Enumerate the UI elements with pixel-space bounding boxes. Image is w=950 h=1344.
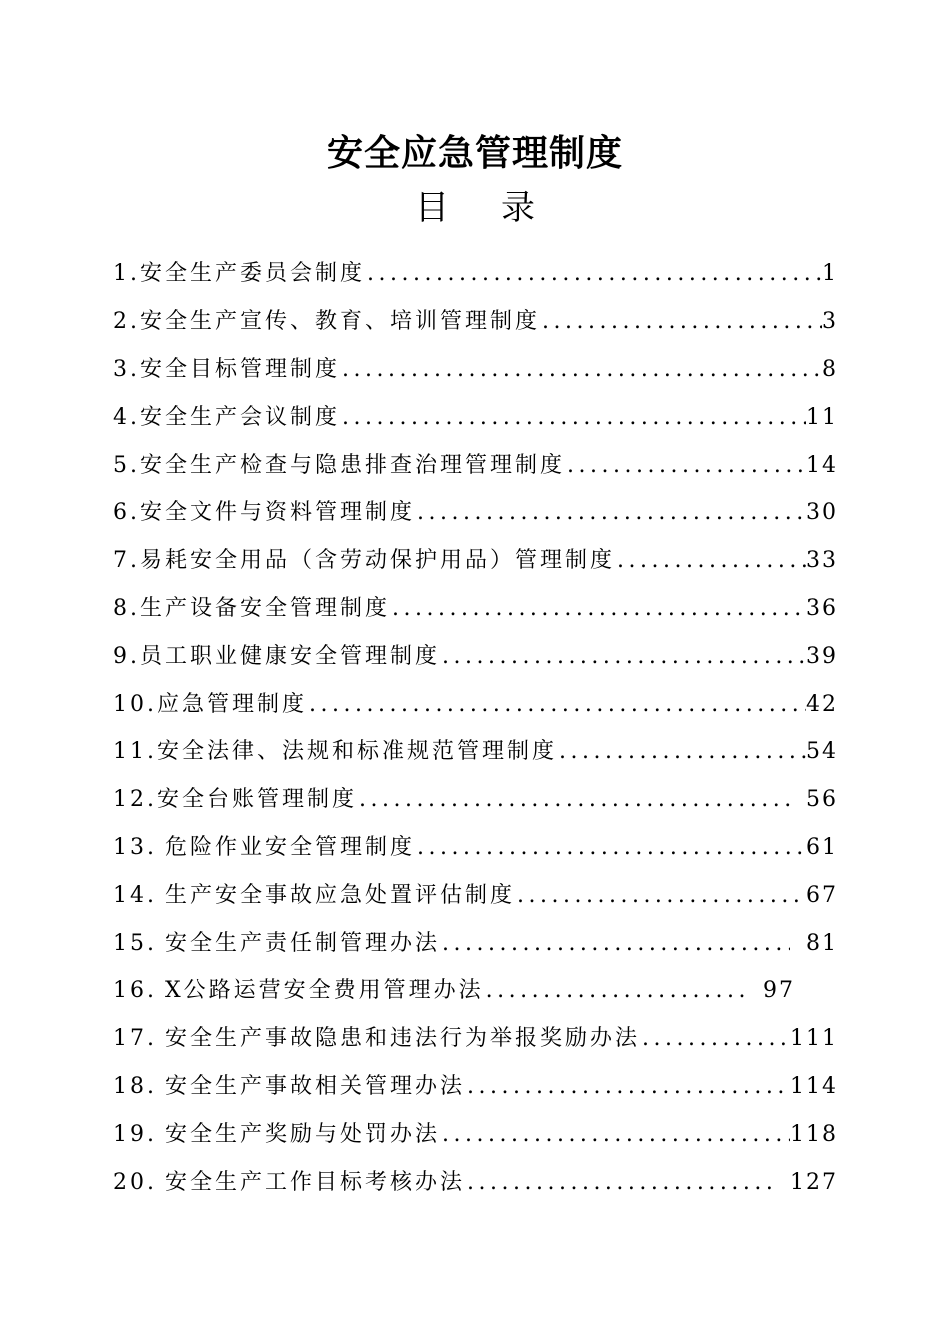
toc-leader-dots: [342, 405, 806, 430]
toc-leader-dots: [417, 835, 806, 860]
toc-leader-dots: [442, 644, 806, 669]
toc-entry-number: 1.: [113, 261, 140, 287]
toc-entry-number: 13.: [113, 834, 157, 860]
table-of-contents: [113, 248, 838, 1204]
toc-entry[interactable]: [113, 391, 838, 439]
toc-entry[interactable]: [113, 439, 838, 487]
toc-entry-number: 14.: [113, 882, 157, 908]
toc-entry-title: 安全文件与资料管理制度: [140, 500, 416, 526]
toc-heading-char: 目: [415, 188, 449, 228]
toc-entry-title: 安全台账管理制度: [157, 787, 358, 813]
toc-entry[interactable]: [113, 1013, 838, 1061]
toc-entry[interactable]: [113, 678, 838, 726]
toc-entry-page: 39: [806, 643, 838, 669]
toc-leader-dots: [309, 692, 806, 717]
toc-leader-dots: [567, 453, 806, 478]
toc-entry-title: 生产设备安全管理制度: [140, 595, 391, 621]
toc-entry-number: 8.: [113, 595, 140, 621]
toc-entry-number: 12.: [113, 787, 157, 813]
toc-heading-char: 录: [501, 188, 535, 228]
toc-entry-title: 应急管理制度: [157, 691, 308, 717]
toc-entry-number: 17.: [113, 1026, 157, 1052]
toc-entry-page: 8: [822, 356, 838, 382]
toc-entry-page: 3: [822, 309, 838, 335]
toc-entry-title: 安全生产工作目标考核办法: [165, 1169, 466, 1195]
toc-entry[interactable]: [113, 726, 838, 774]
toc-entry-page: 127: [790, 1169, 838, 1195]
toc-entry-number: 2.: [113, 309, 140, 335]
toc-entry-page: 11: [806, 404, 838, 430]
toc-entry[interactable]: [113, 487, 838, 535]
toc-leader-dots: [542, 309, 822, 334]
toc-entry-title: 安全生产责任制管理办法: [165, 930, 441, 956]
toc-entry-number: 20.: [113, 1169, 157, 1195]
toc-entry-title: 安全生产事故隐患和违法行为举报奖励办法: [165, 1026, 641, 1052]
toc-leader-dots: [617, 548, 806, 573]
toc-entry-number: 9.: [113, 643, 140, 669]
toc-entry-title: 易耗安全用品（含劳动保护用品）管理制度: [140, 548, 616, 574]
toc-leader-dots: [342, 357, 822, 382]
toc-entry-page: 61: [806, 834, 838, 860]
toc-entry[interactable]: [113, 630, 838, 678]
toc-entry-title: X公路运营安全费用管理办法: [165, 978, 484, 1004]
toc-leader-dots: [392, 596, 806, 621]
document-title: 安全应急管理制度: [326, 132, 623, 174]
toc-entry-page: 114: [790, 1073, 838, 1099]
toc-entry-number: 19.: [113, 1121, 157, 1147]
toc-entry[interactable]: [113, 583, 838, 631]
toc-entry-number: 10.: [113, 691, 157, 717]
toc-leader-dots: [359, 787, 790, 812]
toc-entry[interactable]: [113, 869, 838, 917]
toc-entry-title: 安全生产奖励与处罚办法: [165, 1121, 441, 1147]
toc-entry[interactable]: [113, 248, 838, 296]
toc-entry[interactable]: [113, 535, 838, 583]
toc-entry[interactable]: [113, 344, 838, 392]
toc-leader-dots: [442, 931, 790, 956]
toc-entry[interactable]: [113, 965, 838, 1013]
toc-entry[interactable]: [113, 917, 838, 965]
toc-entry-page: 1: [822, 261, 838, 287]
toc-leader-dots: [367, 261, 822, 286]
toc-entry[interactable]: [113, 1061, 838, 1109]
toc-entry-number: 16.: [113, 978, 157, 1004]
toc-entry-title: 生产安全事故应急处置评估制度: [165, 882, 516, 908]
toc-entry[interactable]: [113, 774, 838, 822]
toc-leader-dots: [417, 500, 806, 525]
toc-entry[interactable]: [113, 296, 838, 344]
toc-heading: [0, 184, 950, 232]
toc-entry-number: 5.: [113, 452, 140, 478]
toc-leader-dots: [467, 1074, 790, 1099]
toc-entry-title: 安全生产委员会制度: [140, 261, 366, 287]
toc-entry-number: 7.: [113, 548, 140, 574]
toc-entry-title: 安全生产检查与隐患排查治理管理制度: [140, 452, 566, 478]
toc-entry-number: 18.: [113, 1073, 157, 1099]
toc-entry-number: 6.: [113, 500, 140, 526]
toc-leader-dots: [642, 1026, 790, 1051]
toc-entry-page: 67: [806, 882, 838, 908]
toc-entry-page: 42: [806, 691, 838, 717]
toc-entry-page: 56: [806, 787, 838, 813]
toc-entry-number: 4.: [113, 404, 140, 430]
toc-entry-page: 14: [806, 452, 838, 478]
toc-entry[interactable]: [113, 1156, 838, 1204]
toc-entry[interactable]: [113, 822, 838, 870]
toc-entry-page: 54: [806, 739, 838, 765]
toc-leader-dots: [467, 1170, 774, 1195]
toc-entry-title: 危险作业安全管理制度: [165, 834, 416, 860]
toc-entry-number: 3.: [113, 356, 140, 382]
toc-leader-dots: [517, 883, 806, 908]
toc-entry-page: 36: [806, 595, 838, 621]
toc-entry-title: 安全目标管理制度: [140, 356, 341, 382]
toc-entry-number: 11.: [113, 739, 157, 765]
toc-entry-page: 97: [763, 978, 795, 1004]
toc-entry-title: 安全生产会议制度: [140, 404, 341, 430]
toc-entry-title: 员工职业健康安全管理制度: [140, 643, 441, 669]
toc-entry-number: 15.: [113, 930, 157, 956]
toc-entry[interactable]: [113, 1108, 838, 1156]
toc-entry-title: 安全法律、法规和标准规范管理制度: [157, 739, 558, 765]
toc-leader-dots: [486, 978, 747, 1003]
toc-entry-page: 81: [806, 930, 838, 956]
toc-entry-page: 111: [790, 1026, 838, 1052]
toc-entry-title: 安全生产事故相关管理办法: [165, 1073, 466, 1099]
toc-leader-dots: [559, 739, 806, 764]
toc-entry-page: 33: [806, 548, 838, 574]
toc-entry-page: 30: [806, 500, 838, 526]
toc-entry-title: 安全生产宣传、教育、培训管理制度: [140, 309, 541, 335]
toc-entry-page: 118: [790, 1121, 838, 1147]
toc-leader-dots: [442, 1122, 790, 1147]
